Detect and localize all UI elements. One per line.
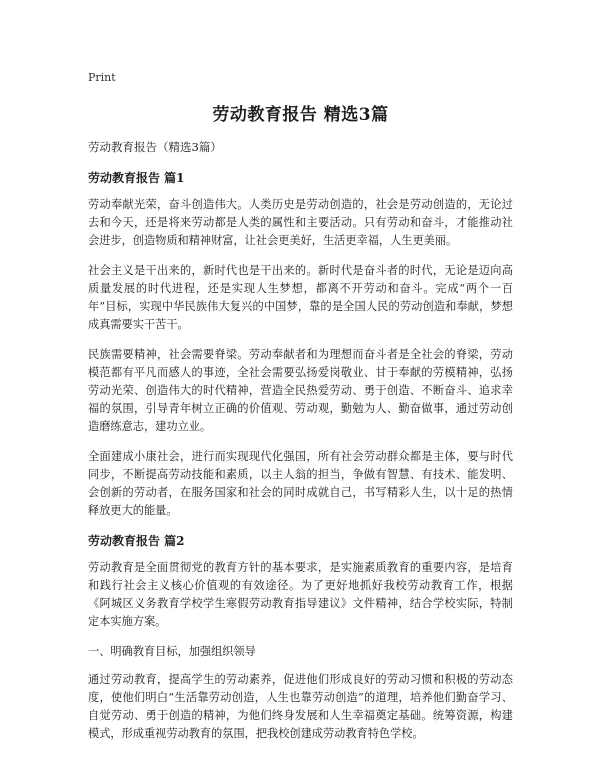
document-page [88, 66, 513, 755]
sub-heading: 一、明确教育目标，加强组织领导 [88, 645, 256, 658]
paragraph: 全面建成小康社会，进行而实现现代化强国，所有社会劳动群众都是主体，要与时代同步，不断提高劳动技能和素质，以主人翁的担当，争做有智慧、有技术、能发明、会创新的劳动者，在服务国家和社会的同时成就自己，书写精彩人生，以十足的热情释放更大的能量。 [88, 450, 513, 517]
section-heading: 劳动教育报告 篇1 [88, 171, 185, 185]
paragraph: 民族需要精神，社会需要脊梁。劳动奉献者和为理想而奋斗者是全社会的脊梁，劳动模范都有平凡而感人的事迹，全社会需要弘扬爱岗敬业、甘于奉献的劳模精神，弘扬劳动光荣、创造伟大的时代精神，营造全民热爱劳动、勇于创造、不断奋斗、追求幸福的氛围，引导青年树立正确的价值观、劳动观，勤勉为人、勤奋做事，通过劳动创造磨练意志，建功立业。 [88, 348, 513, 433]
section-heading: 劳动教育报告 篇2 [88, 534, 185, 548]
paragraph: 通过劳动教育，提高学生的劳动素养，促进他们形成良好的劳动习惯和积极的劳动态度，使他们明白“生活靠劳动创造，人生也靠劳动创造”的道理，培养他们勤奋学习、自觉劳动、勇于创造的精神，为他们终身发展和人生幸福奠定基础。统筹资源，构建模式，形成重视劳动教育的氛围，把我校创建成劳动教育特色学校。 [88, 673, 513, 740]
print-link[interactable]: Print [88, 71, 116, 84]
document-title: 劳动教育报告 精选3篇 [212, 105, 389, 125]
section-2 [88, 532, 513, 743]
paragraph: 劳动奉献光荣，奋斗创造伟大。人类历史是劳动创造的，社会是劳动创造的，无论过去和今天，还是将来劳动都是人类的属性和主要活动。只有劳动和奋斗，才能推动社会进步，创造物质和精神财富，让社会更美好，生活更幸福，人生更美丽。 [88, 198, 513, 247]
section-1 [88, 169, 513, 520]
document-subtitle: 劳动教育报告（精选3篇） [88, 140, 222, 154]
paragraph: 社会主义是干出来的，新时代也是干出来的。新时代是奋斗者的时代，无论是迈向高质量发展的时代进程，还是实现人生梦想，都离不开劳动和奋斗。完成“两个一百年”目标，实现中华民族伟大复兴的中国梦，靠的是全国人民的劳动创造和奉献，梦想成真需要实干苦干。 [88, 264, 513, 331]
paragraph: 劳动教育是全面贯彻党的教育方针的基本要求，是实施素质教育的重要内容，是培育和践行社会主义核心价值观的有效途径。为了更好地抓好我校劳动教育工作，根据《阿城区义务教育学校学生寒假劳动教育指导建议》文件精神，结合学校实际，特制定本实施方案。 [88, 561, 513, 628]
